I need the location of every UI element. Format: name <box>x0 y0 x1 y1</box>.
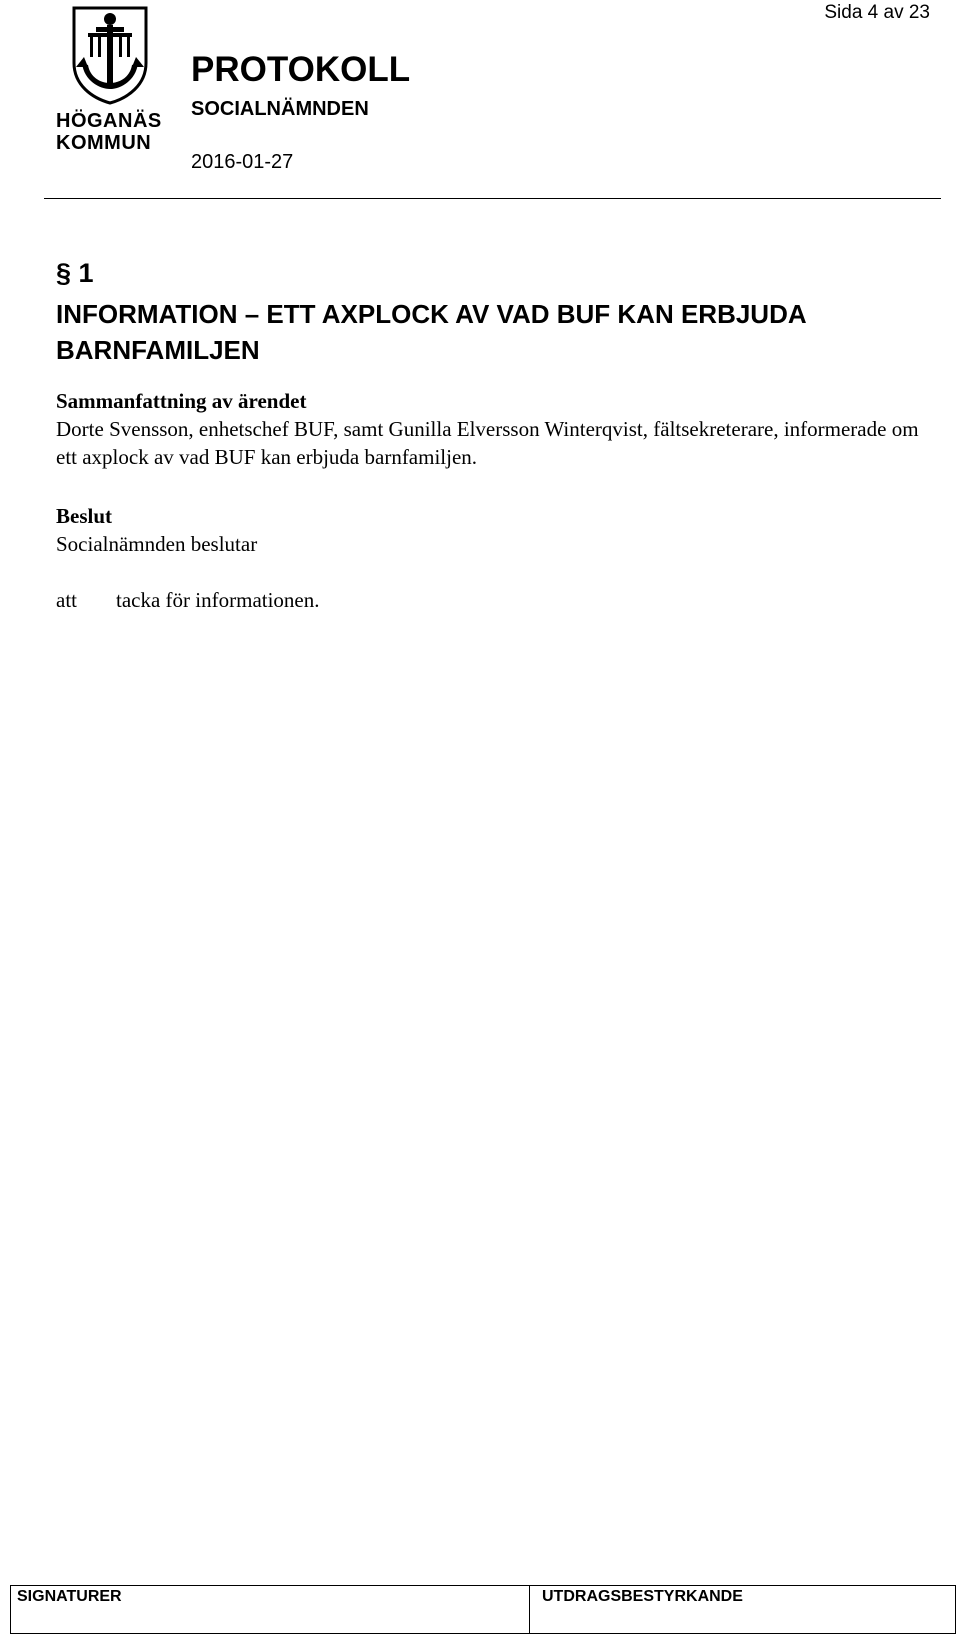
summary-text: Dorte Svensson, enhetschef BUF, samt Gunilla Elversson Winterqvist, fältsekreterare, informerade om ett axplock av vad BUF kan erbjuda barnfamiljen. <box>56 417 919 469</box>
document-title: PROTOKOLL <box>191 50 411 89</box>
page-number: Sida 4 av 23 <box>824 2 930 23</box>
document-date: 2016-01-27 <box>191 151 294 173</box>
logo-text-line1: HÖGANÄS <box>56 110 162 132</box>
decision-intro: Socialnämnden beslutar <box>56 532 258 556</box>
anchor-crest-icon <box>70 5 150 105</box>
summary-label: Sammanfattning av ärendet <box>56 389 307 413</box>
logo-text-line2: KOMMUN <box>56 132 152 154</box>
certification-cell: UTDRAGSBESTYRKANDE <box>542 1588 743 1605</box>
municipality-logo <box>56 5 166 155</box>
decision-att: att <box>56 588 77 612</box>
paragraph-number: § 1 <box>56 258 94 288</box>
section-heading: INFORMATION – ETT AXPLOCK AV VAD BUF KAN ERBJUDA BARNFAMILJEN <box>56 299 806 365</box>
decision-label: Beslut <box>56 504 113 528</box>
header-divider <box>44 198 941 199</box>
document-subtitle: SOCIALNÄMNDEN <box>191 98 369 120</box>
signatures-cell: SIGNATURER <box>11 1586 530 1633</box>
signature-footer <box>10 1585 956 1634</box>
decision-text: tacka för informationen. <box>116 588 320 612</box>
